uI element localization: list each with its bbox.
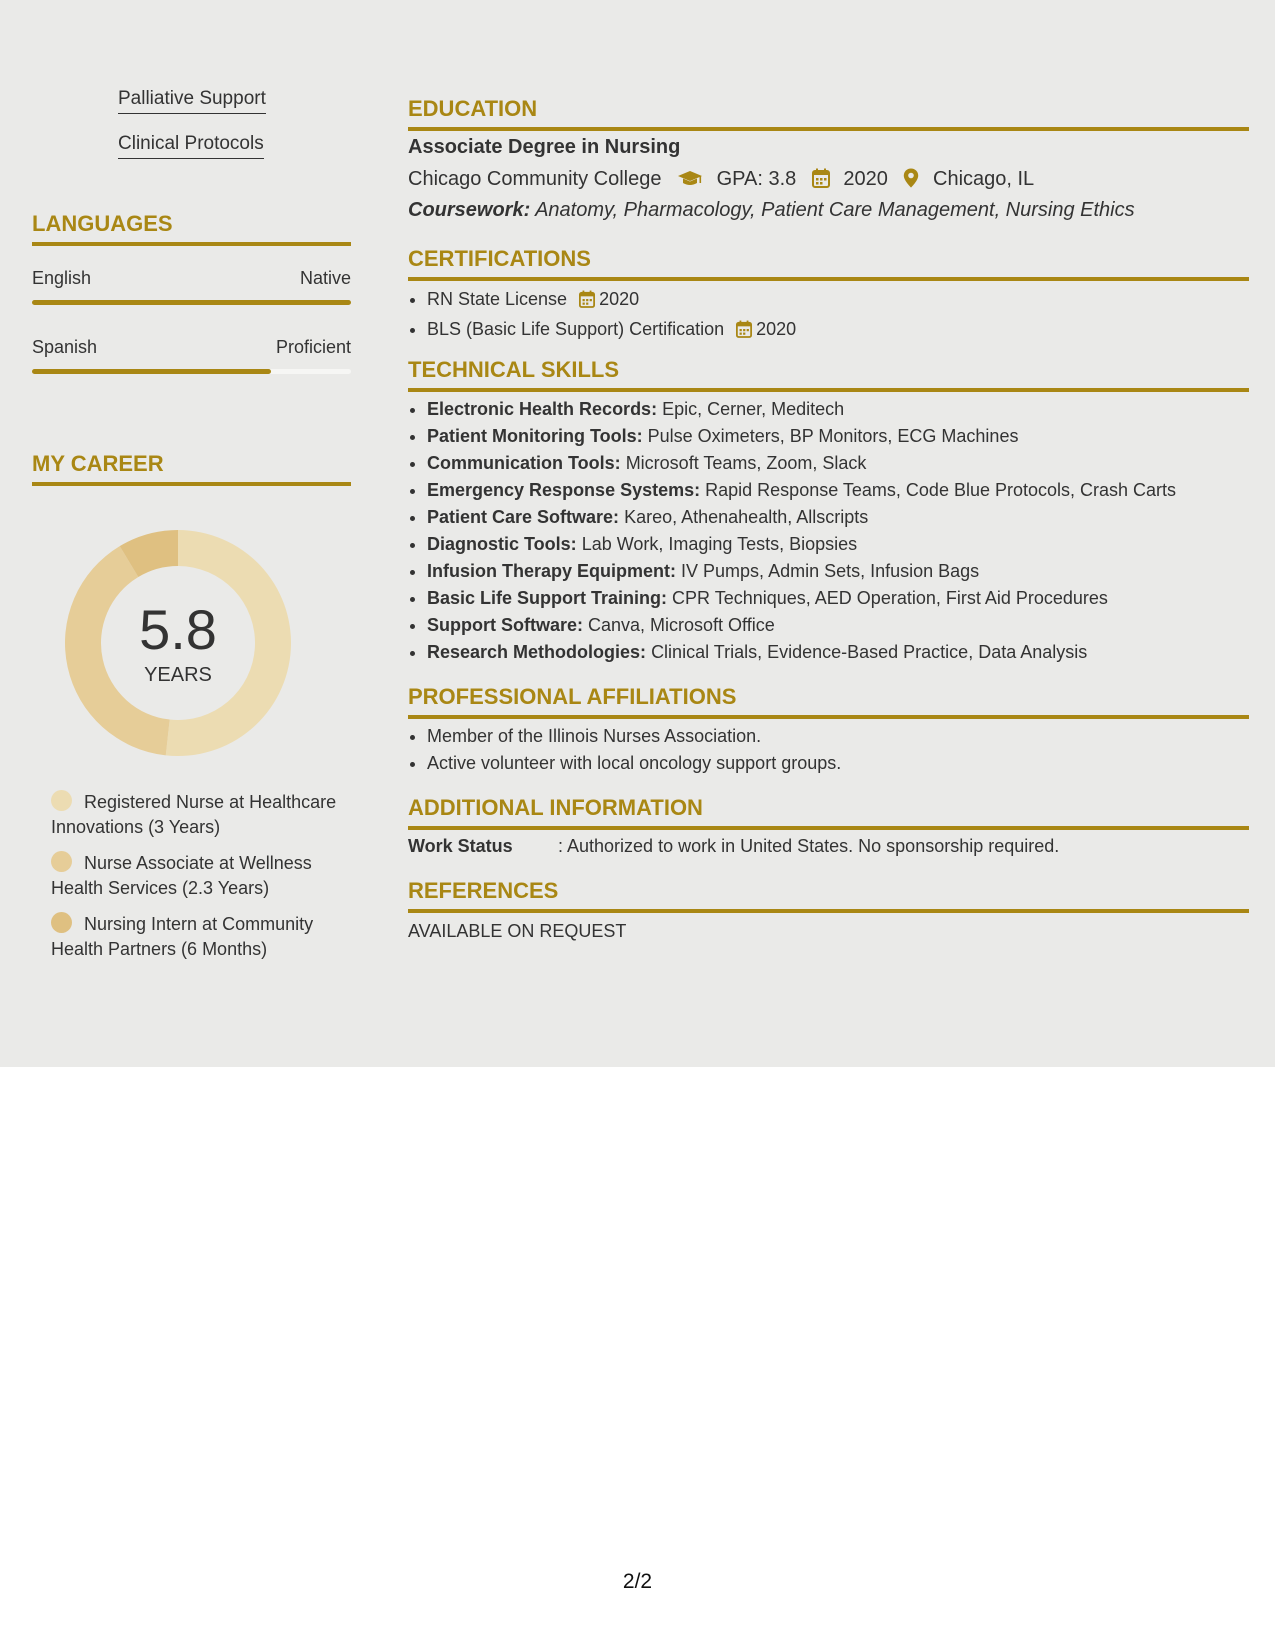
skill-value: CPR Techniques, AED Operation, First Aid Procedures xyxy=(672,588,1108,608)
skill-tag: Palliative Support xyxy=(118,88,266,114)
certifications-heading: CERTIFICATIONS xyxy=(408,246,1249,281)
skill-label: Research Methodologies: xyxy=(427,642,647,662)
calendar-icon xyxy=(736,319,752,346)
technical-skill-item xyxy=(427,396,1249,423)
page-number: 2/2 xyxy=(622,1570,653,1593)
education-meta xyxy=(408,168,1034,194)
donut-center xyxy=(65,530,291,756)
language-bar-fill xyxy=(32,369,271,374)
certification-name: RN State License xyxy=(427,289,568,309)
calendar-icon xyxy=(579,289,595,316)
language-name: Spanish xyxy=(32,337,98,357)
career-legend-label: Nursing Intern at Community Health Partners (6 Months) xyxy=(51,914,314,959)
skill-value: Epic, Cerner, Meditech xyxy=(662,399,845,419)
references-text: AVAILABLE ON REQUEST xyxy=(408,921,627,941)
technical-skill-item xyxy=(427,531,1249,558)
education-coursework xyxy=(408,199,1135,222)
technical-skill-item xyxy=(427,585,1249,612)
legend-dot-icon xyxy=(51,790,72,811)
skill-label: Patient Monitoring Tools: xyxy=(427,426,643,446)
work-status-label: Work Status xyxy=(408,836,513,856)
language-row-spanish xyxy=(32,337,351,377)
language-bar-fill xyxy=(32,300,351,305)
career-total-unit: YEARS xyxy=(144,664,212,686)
coursework-value: Anatomy, Pharmacology, Patient Care Management, Nursing Ethics xyxy=(535,199,1135,221)
work-status-row xyxy=(408,836,1059,857)
graduation-cap-icon xyxy=(677,170,703,194)
affiliations-list xyxy=(408,723,1249,777)
certification-year: 2020 xyxy=(599,289,640,309)
technical-skill-item xyxy=(427,612,1249,639)
language-bar-track xyxy=(32,300,351,305)
location-pin-icon xyxy=(903,168,919,194)
language-name: English xyxy=(32,268,92,288)
technical-skills-list xyxy=(408,396,1249,666)
technical-skill-item xyxy=(427,558,1249,585)
skill-value: Lab Work, Imaging Tests, Biopsies xyxy=(581,534,858,554)
languages-heading: LANGUAGES xyxy=(32,211,351,246)
skill-value: Rapid Response Teams, Code Blue Protocols, Crash Carts xyxy=(705,480,1177,500)
language-level: Proficient xyxy=(275,337,351,357)
certifications-list xyxy=(408,286,1249,346)
certification-year: 2020 xyxy=(756,319,797,339)
skill-label: Infusion Therapy Equipment: xyxy=(427,561,677,581)
calendar-icon xyxy=(812,168,830,194)
technical-skill-item xyxy=(427,639,1249,666)
skill-label: Diagnostic Tools: xyxy=(427,534,577,554)
affiliations-heading: PROFESSIONAL AFFILIATIONS xyxy=(408,684,1249,719)
technical-skill-item xyxy=(427,477,1249,504)
skill-value: Kareo, Athenahealth, Allscripts xyxy=(624,507,869,527)
references-heading: REFERENCES xyxy=(408,878,1249,913)
coursework-label: Coursework: xyxy=(408,199,531,221)
technical-skill-item xyxy=(427,450,1249,477)
skill-label: Support Software: xyxy=(427,615,583,635)
affiliation-item: • Member of the Illinois Nurses Association. xyxy=(427,723,1249,750)
education-heading: EDUCATION xyxy=(408,96,1249,131)
career-legend-label: Nurse Associate at Wellness Health Services (2.3 Years) xyxy=(51,853,312,898)
legend-dot-icon xyxy=(51,851,72,872)
certification-name: BLS (Basic Life Support) Certification xyxy=(427,319,725,339)
career-legend-item xyxy=(51,851,351,901)
career-legend-item xyxy=(51,790,351,840)
skill-label: Basic Life Support Training: xyxy=(427,588,668,608)
skill-tag: Clinical Protocols xyxy=(118,133,264,159)
technical-skills-heading: TECHNICAL SKILLS xyxy=(408,357,1249,392)
certification-item xyxy=(427,286,1249,316)
career-legend xyxy=(51,790,351,973)
skill-value: IV Pumps, Admin Sets, Infusion Bags xyxy=(681,561,980,581)
education-school: Chicago Community College xyxy=(408,168,662,190)
technical-skill-item xyxy=(427,504,1249,531)
language-bar-track xyxy=(32,369,351,374)
language-level: Native xyxy=(299,268,351,288)
education-gpa: GPA: 3.8 xyxy=(716,168,797,190)
additional-info-heading: ADDITIONAL INFORMATION xyxy=(408,795,1249,830)
education-degree: Associate Degree in Nursing xyxy=(408,136,681,158)
legend-dot-icon xyxy=(51,912,72,933)
career-donut-chart xyxy=(65,530,291,756)
skill-label: Electronic Health Records: xyxy=(427,399,658,419)
skill-label: Emergency Response Systems: xyxy=(427,480,701,500)
work-status-value: : Authorized to work in United States. No sponsorship required. xyxy=(558,836,1060,856)
language-row-english xyxy=(32,268,351,308)
career-legend-label: Registered Nurse at Healthcare Innovations (3 Years) xyxy=(51,792,337,837)
skill-value: Pulse Oximeters, BP Monitors, ECG Machines xyxy=(647,426,1019,446)
skill-label: Communication Tools: xyxy=(427,453,621,473)
career-legend-item xyxy=(51,912,351,962)
career-heading: MY CAREER xyxy=(32,451,351,486)
skill-label: Patient Care Software: xyxy=(427,507,620,527)
certification-item xyxy=(427,316,1249,346)
education-year: 2020 xyxy=(843,168,888,190)
technical-skill-item xyxy=(427,423,1249,450)
skill-value: Canva, Microsoft Office xyxy=(588,615,775,635)
affiliation-item: • Active volunteer with local oncology support groups. xyxy=(427,750,1249,777)
career-total-years: 5.8 xyxy=(139,598,217,661)
education-location: Chicago, IL xyxy=(933,168,1035,190)
skill-value: Microsoft Teams, Zoom, Slack xyxy=(625,453,867,473)
skill-value: Clinical Trials, Evidence-Based Practice, Data Analysis xyxy=(651,642,1088,662)
